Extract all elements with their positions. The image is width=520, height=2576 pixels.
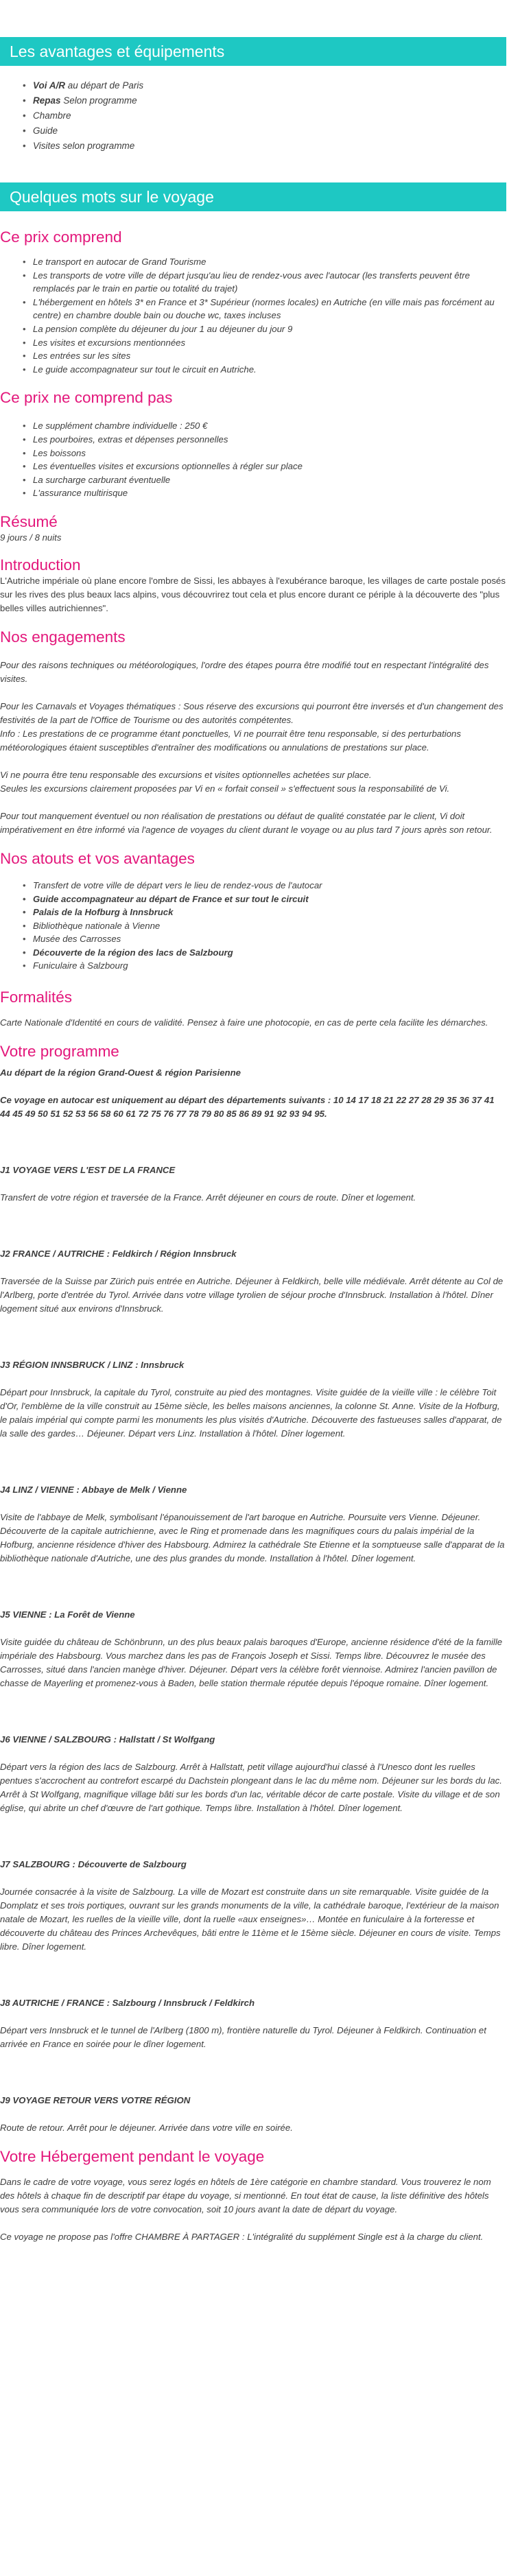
day-text: Départ vers Innsbruck et le tunnel de l'Arlberg (1800 m), frontière naturelle du Tyrol. Déjeuner à Feldkirch. Continuation et arrivée en France en soirée pour le dîner logement. <box>0 2025 486 2050</box>
day-item <box>0 1858 506 1954</box>
list-item: • Le guide accompagnateur sur tout le circuit en Autriche. <box>33 363 506 377</box>
day-title: J5 VIENNE : La Forêt de Vienne <box>0 1609 135 1620</box>
avantages-list <box>33 78 506 154</box>
list-item: • Le transport en autocar de Grand Tourisme <box>33 255 506 269</box>
list-item: • Découverte de la région des lacs de Salzbourg <box>33 946 506 960</box>
list-item: • Les visites et excursions mentionnées <box>33 336 506 350</box>
atouts-list <box>33 879 506 973</box>
trip-page <box>0 37 520 2271</box>
ne-comprend-list <box>33 419 506 500</box>
day-title: J3 RÉGION INNSBRUCK / LINZ : Innsbruck <box>0 1360 185 1371</box>
atouts-heading: Nos atouts et vos avantages <box>0 849 195 867</box>
day-item <box>0 2094 506 2135</box>
programme-heading: Votre programme <box>0 1043 119 1061</box>
day-text: Traversée de la Suisse par Zürich puis entrée en Autriche. Déjeuner à Feldkirch, belle ville médiévale. Arrêt détente au Col de l'Arlberg, porte d'entrée du Tyrol. Arrivée dans votre village tyrolien de séjour proche d'Innsbruck. Installation à l'hôtel. Dîner logement situé aux environs d'Innsbruck. <box>0 1276 504 1314</box>
avantage-item: • Guide <box>33 123 506 139</box>
mots-title: Quelques mots sur le voyage <box>10 188 214 206</box>
list-item: • Musée des Carrosses <box>33 932 506 946</box>
day-text: Transfert de votre région et traversée de la France. Arrêt déjeuner en cours de route. Dîner et logement. <box>0 1192 416 1203</box>
day-item <box>0 1996 506 2051</box>
day-text: Journée consacrée à la visite de Salzbourg. La ville de Mozart est construite dans un site remarquable. Visite guidée de la Domplatz et ses trois portiques, ouvrant sur les grands monuments de la ville, la cathédrale baroque, l'extérieur de la maison natale de Mozart, les ruelles de la vieille ville, dont la ruelle «aux enseignes»… Montée en funiculaire à la forteresse et découverte du château des Princes Archevêques, bâti entre le 11ème et le 15ème siècle. Déjeuner en cours de visite. Temps libre. Dîner logement. <box>0 1887 501 1952</box>
formalites-text: Carte Nationale d'Identité en cours de validité. Pensez à faire une photocopie, en cas de perte cela facilite les démarches. <box>0 1017 488 1028</box>
engagements-p5: Seules les excursions clairement proposées par Vi en « forfait conseil » s'effectuent sous la responsabilité de Vi. <box>0 783 450 794</box>
formalites-heading: Formalités <box>0 989 73 1006</box>
hebergement-heading: Votre Hébergement pendant le voyage <box>0 2148 265 2166</box>
day-title: J4 LINZ / VIENNE : Abbaye de Melk / Vienne <box>0 1485 187 1496</box>
day-item <box>0 1163 506 1205</box>
trip-content <box>0 228 506 2244</box>
list-item: • Les boissons <box>33 447 506 460</box>
list-item: • Guide accompagnateur au départ de France et sur tout le circuit <box>33 893 506 906</box>
list-item: • La pension complète du déjeuner du jour 1 au déjeuner du jour 9 <box>33 322 506 336</box>
days-list <box>0 1121 506 2135</box>
list-item: • Les pourboires, extras et dépenses personnelles <box>33 433 506 447</box>
intro-text: L'Autriche impériale où plane encore l'ombre de Sissi, les abbayes à l'exubérance baroque, les villages de carte postale posés sur les rives des plus beaux lacs alpins, vous découvrirez tout cela et plus encore durant ce périple à la découverte des "plus belles villes autrichiennes". <box>0 575 506 613</box>
mots-banner <box>0 182 506 211</box>
list-item: • Les éventuelles visites et excursions optionnelles à régler sur place <box>33 460 506 473</box>
avantage-item: • Chambre <box>33 108 506 123</box>
list-item: • Le supplément chambre individuelle : 250 € <box>33 419 506 433</box>
avantages-title: Les avantages et équipements <box>10 43 225 60</box>
engagements-heading: Nos engagements <box>0 628 126 646</box>
day-item <box>0 1608 506 1690</box>
list-item: • Bibliothèque nationale à Vienne <box>33 919 506 933</box>
day-title: J2 FRANCE / AUTRICHE : Feldkirch / Région Innsbruck <box>0 1249 237 1260</box>
day-title: J6 VIENNE / SALZBOURG : Hallstatt / St Wolfgang <box>0 1734 215 1745</box>
list-item: • La surcharge carburant éventuelle <box>33 473 506 487</box>
engagements-p2: Pour les Carnavals et Voyages thématiques : Sous réserve des excursions qui pourront être inversés et d'un changement des festivités de la part de l'Office de Tourisme ou des autorités compétentes. <box>0 700 504 725</box>
day-text: Visite de l'abbaye de Melk, symbolisant l'épanouissement de l'art baroque en Autriche. Poursuite vers Vienne. Déjeuner. Découverte de la capitale autrichienne, avec le Ring et promenade dans les magnifiques cours du palais impérial de la Hofburg, ancienne résidence d'hiver des Habsbourg. Admirez la cathédrale Ste Etienne et la somptueuse salle d'apparat de la bibliothèque nationale d'Autriche, une des plus grandes du monde. Installation à l'hôtel. Dîner logement. <box>0 1512 505 1564</box>
list-item: • Les entrées sur les sites <box>33 349 506 363</box>
list-item: • L'assurance multirisque <box>33 486 506 500</box>
day-text: Route de retour. Arrêt pour le déjeuner. Arrivée dans votre ville en soirée. <box>0 2123 293 2134</box>
resume-text: 9 jours / 8 nuits <box>0 532 62 543</box>
engagements-p6: Pour tout manquement éventuel ou non réalisation de prestations ou défaut de qualité constatée par le client, Vi doit impérativement en être informé via l'agence de voyages du client durant le voyage ou au plus tard 7 jours après son retour. <box>0 810 493 835</box>
avantage-item: • Repas Selon programme <box>33 93 506 108</box>
day-title: J9 VOYAGE RETOUR VERS VOTRE RÉGION <box>0 2095 191 2106</box>
day-title: J8 AUTRICHE / FRANCE : Salzbourg / Innsbruck / Feldkirch <box>0 1998 255 2009</box>
comprend-list <box>33 255 506 376</box>
avantage-item: • Voi A/R au départ de Paris <box>33 78 506 93</box>
day-title: J7 SALZBOURG : Découverte de Salzbourg <box>0 1859 187 1870</box>
avantage-item: • Visites selon programme <box>33 139 506 154</box>
list-item: • Funiculaire à Salzbourg <box>33 959 506 973</box>
programme-subtitle: Au départ de la région Grand-Ouest & région Parisienne <box>0 1067 241 1078</box>
hebergement-p1: Dans le cadre de votre voyage, vous serez logés en hôtels de 1ère catégorie en chambre standard. Vous trouverez le nom des hôtels à chaque fin de descriptif par étape du voyage, si mentionné. En tout état de cause, la liste définitive des hôtels vous sera communiquée lors de votre convocation, soit 10 jours avant la date de départ du voyage. <box>0 2177 491 2215</box>
comprend-heading: Ce prix comprend <box>0 228 122 246</box>
day-item <box>0 1483 506 1565</box>
day-item <box>0 1733 506 1815</box>
ne-comprend-heading: Ce prix ne comprend pas <box>0 389 173 407</box>
day-item <box>0 1247 506 1316</box>
day-title: J1 VOYAGE VERS L'EST DE LA FRANCE <box>0 1165 176 1176</box>
list-item: • Palais de la Hofburg à Innsbruck <box>33 906 506 919</box>
day-text: Visite guidée du château de Schönbrunn, un des plus beaux palais baroques d'Europe, ancienne résidence d'été de la famille impériale des Habsbourg. Vous marchez dans les pas de François Joseph et Sissi. Temps libre. Découvrez le musée des Carrosses, situé dans l'ancien manège d'hiver. Déjeuner. Départ vers la célèbre forêt viennoise. Admirez l'ancien pavillon de chasse de Mayerling et promenez-vous à Baden, belle station thermale réputée depuis l'époque romaine. Dîner logement. <box>0 1637 503 1689</box>
list-item: • L'hébergement en hôtels 3* en France et 3* Supérieur (normes locales) en Autriche (en ville mais pas forcément au centre) en chambre double bain ou douche wc, taxes incluses <box>33 296 506 322</box>
programme-departements: Ce voyage en autocar est uniquement au départ des départements suivants : 10 14 17 18 21 22 27 28 29 35 36 37 41 44 45 49 50 51 52 53 56 58 60 61 72 75 76 77 78 79 80 85 86 89 91 92 93 94 95. <box>0 1095 495 1120</box>
list-item: • Transfert de votre ville de départ vers le lieu de rendez-vous de l'autocar <box>33 879 506 893</box>
intro-heading: Introduction <box>0 556 81 574</box>
engagements-p1: Pour des raisons techniques ou météorologiques, l'ordre des étapes pourra être modifié tout en respectant l'intégralité des visites. <box>0 659 489 684</box>
engagements-p3: Info : Les prestations de ce programme étant ponctuelles, Vi ne pourrait être tenu responsable, si des perturbations météorologiques étaient susceptibles d'entraîner des modifications ou annulations de prestations sur place. <box>0 728 461 753</box>
list-item: • Les transports de votre ville de départ jusqu'au lieu de rendez-vous avec l'autocar (les transferts peuvent être remplacés par le train en partie ou totalité du trajet) <box>33 269 506 296</box>
day-text: Départ pour Innsbruck, la capitale du Tyrol, construite au pied des montagnes. Visite guidée de la vieille ville : le célèbre Toit d'Or, l'emblème de la ville construit au 15ème siècle, les belles maisons anciennes, la colonne St. Anne. Visite de la Hofburg, le palais impérial qui compte parmi les monuments les plus visités d'Autriche. Découverte des fastueuses salles d'apparat, de la salle des gardes… Déjeuner. Départ vers Linz. Installation à l'hôtel. Dîner logement. <box>0 1387 502 1439</box>
avantages-banner <box>0 37 506 66</box>
resume-heading: Résumé <box>0 512 58 530</box>
hebergement-p2: Ce voyage ne propose pas l'offre CHAMBRE À PARTAGER : L'intégralité du supplément Single est à la charge du client. <box>0 2232 484 2243</box>
day-text: Départ vers la région des lacs de Salzbourg. Arrêt à Hallstatt, petit village aujourd'hui classé à l'Unesco dont les ruelles pentues s'accrochent au contrefort escarpé du Dachstein plongeant dans le lac du même nom. Déjeuner sur les bords du lac. Arrêt à St Wolfgang, magnifique village bâti sur les bords d'un lac, véritable décor de carte postale. Visite du village et de son église, qui abrite un chef d'œuvre de l'art gothique. Temps libre. Installation à l'hôtel. Dîner logement. <box>0 1762 502 1814</box>
day-item <box>0 1358 506 1441</box>
engagements-p4: Vi ne pourra être tenu responsable des excursions et visites optionnelles achetées sur place. <box>0 769 372 780</box>
